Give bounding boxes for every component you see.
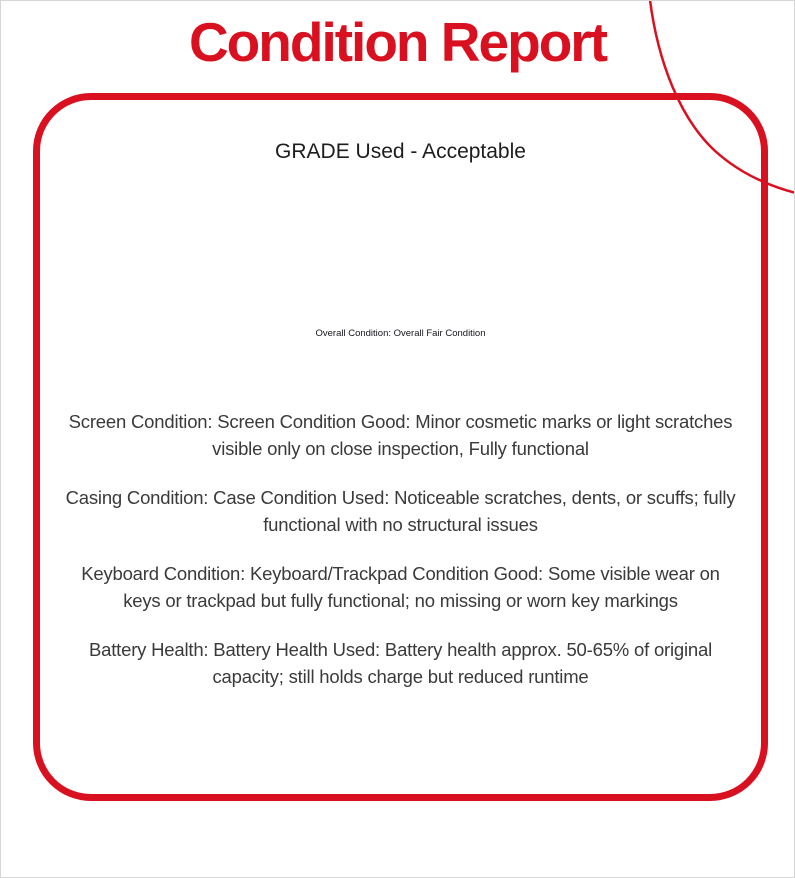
condition-sections [65,408,736,712]
screen-condition-text: Screen Condition: Screen Condition Good: Minor cosmetic marks or light scratches visible only on close inspection, Fully functional [68,411,733,459]
battery-health-text: Battery Health: Battery Health Used: Battery health approx. 50-65% of original capacity; still holds charge but reduced runtime [89,639,712,687]
keyboard-condition-text: Keyboard Condition: Keyboard/Trackpad Condition Good: Some visible wear on keys or trackpad but fully functional; no missing or worn key markings [81,563,720,611]
overall-condition-text: Overall Condition: Overall Fair Condition [315,328,486,339]
grade-heading: GRADE Used - Acceptable [275,140,526,163]
casing-condition-text: Casing Condition: Case Condition Used: Noticeable scratches, dents, or scuffs; fully functional with no structural issues [65,487,736,535]
report-title: Condition Report [188,11,607,73]
decorative-curve-icon [643,0,795,200]
